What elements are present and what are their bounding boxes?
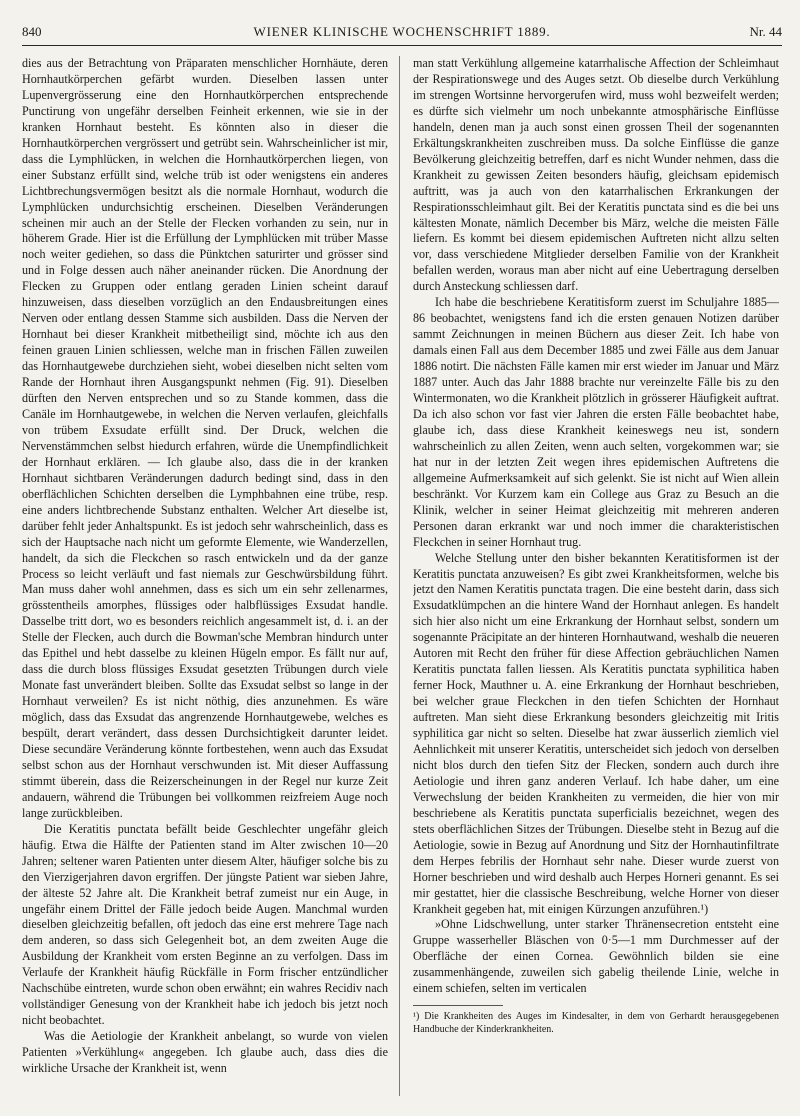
journal-title: WIENER KLINISCHE WOCHENSCHRIFT 1889. <box>253 24 551 39</box>
issue-number: Nr. 44 <box>749 24 782 39</box>
paragraph: Die Keratitis punctata befällt beide Geschlechter ungefähr gleich häufig. Etwa die Hälfte der Patienten stand im Alter zwischen 10—20 Jahren; seltener waren Patienten unter diesem Alter, häufiger solche bis zu den Vierzigerjahren davon ergriffen. Der jüngste Patient war sieben Jahre, der älteste 52 Jahre alt. Die Krankheit betraf zumeist nur ein Auge, in ungefähr einem Drittel der Fälle jedoch beide Augen. Manchmal wurden dieselben gleichzeitig befallen, oft jedoch das eine erst mehrere Tage nach dem anderen, so dass sich Gelegenheit bot, an dem zweiten Auge die Ausbildung der Krankheit vom ersten Beginne an zu verfolgen. Dass im Verlaufe der Krankheit häufig Rückfälle in Form frischer entzündlicher Nachschübe eintreten, wurde schon oben erwähnt; ein wahres Recidiv nach vollständiger Genesung von der Krankheit habe ich jedoch bis jetzt noch nicht beobachtet. <box>22 821 388 1028</box>
footnote-rule <box>413 1005 503 1006</box>
footnote: ¹) Die Krankheiten des Auges im Kindesalter, in dem von Gerhardt herausgegebenen Handbuche der Kinderkrankheiten. <box>413 1011 779 1036</box>
paragraph: »Ohne Lidschwellung, unter starker Thränensecretion entsteht eine Gruppe wasserheller Bläschen von 0·5—1 mm Durchmesser auf der Oberfläche der einen Cornea. Gewöhnlich bilden sie eine zusammenhängende, zuweilen sich gabelig theilende Linie, welche in einem schiefen, selten im verticalen <box>413 917 779 996</box>
paragraph: dies aus der Betrachtung von Präparaten menschlicher Hornhäute, deren Hornhautkörperchen gefärbt wurden. Dieselben lassen unter Lupenvergrösserung eine den Hornhautkörperchen entsprechende Punctirung von ungefähr derselben Feinheit erkennen, wie sie in der kranken Hornhaut besteht. Es könnten also in dieser die Hornhautkörperchen vergrössert und getrübt sein. Wahrscheinlicher ist mir, dass die Lymphlücken, in welchen die Hornhautkörperchen liegen, von einer Substanz erfüllt sind, welche trüb ist oder wenigstens ein anderes Lichtbrechungsvermögen besitzt als die normale Hornhaut, wodurch die Lymphlücken undurchsichtig erscheinen. Dieselben Veränderungen scheinen mir auch an der Stelle der Flecken vorhanden zu sein, nur in höherem Grade. Hier ist die Erfüllung der Lymphlücken mit trüber Masse noch weiter gediehen, so dass die Pünktchen saturirter und grösser sind und in Folge dessen auch näher aneinander rücken. Die Anordnung der Flecken zu Gruppen oder entlang geraden Linien scheint darauf hinzuweisen, dass dieselben vorzüglich an den Endausbreitungen eines Nerven oder entlang dessen Stamme sich ausbilden. Dass die Nerven der Hornhaut bei dieser Krankheit mitbetheiligt sind, möchte ich aus den feinen grauen Linien schliessen, welche man in frischen Fällen zuweilen das Hornhautgewebe durchziehen sieht, wobei dieselben nicht selten vom Rande der Hornhaut ihren Ausgangspunkt nehmen (Fig. 91). Dieselben dürften den Nerven entsprechen und so zu Stande kommen, dass die Canäle im Hornhautgewebe, in welchen die Nerven verlaufen, gleichfalls von trübem Exsudate erfüllt sind. Der Druck, welchen die Nervenstämmchen selbst hiedurch erfahren, würde die Unempfindlichkeit der Hornhaut erklären. — Ich glaube also, dass die in der kranken Hornhaut sichtbaren Veränderungen dadurch bedingt sind, dass in den oberflächlichen Schichten derselben die Lymphbahnen eine trübe, resp. eine anders lichtbrechende Substanz enthalten. Welcher Art dieselbe ist, darüber fehlt jeder Anhaltspunkt. Es ist jedoch sehr wahrscheinlich, dass es sich der Hauptsache nach nicht um geformte Elemente, wie Wanderzellen, handelt, da sich die Fleckchen so rasch entwickeln und da der ganze Process so leicht verläuft und fast niemals zur Geschwürsbildung führt. Man muss daher wohl annehmen, dass es sich um ein sehr zellenarmes, grösstentheils amorphes, flüssiges oder halbflüssiges Exsudat handle. Dasselbe tritt dort, wo es besonders reichlich angesammelt ist, d. i. an der Stelle der Flecken, auch durch die Bowman'sche Membran hindurch unter das Epithel und hebt dasselbe zu kleinen Hügeln empor. Es fällt nur auf, dass die durch bloss flüssiges Exsudat gesetzten Trübungen durch viele Monate fast unverändert bleiben. Sollte das Exsudat selbst so lange in der Hornhaut verweilen? Es ist nicht nöthig, dies anzunehmen. Es wäre möglich, dass das Exsudat das angrenzende Hornhautgewebe, welches es bespült, derart verändert, dass dessen Durchsichtigkeit darunter leidet. Diese secundäre Veränderung könnte fortbestehen, wenn auch das Exsudat selbst schon aus der Hornhaut verschwunden ist. Mit dieser Auffassung stimmt überein, dass die Reizerscheinungen in der Regel nur kurze Zeit andauern, während die Trübungen bei vollkommen reizfreiem Auge noch lange zurückbleiben. <box>22 56 388 820</box>
paragraph: Ich habe die beschriebene Keratitisform zuerst im Schuljahre 1885—86 beobachtet, wenigstens fand ich die ersten genauen Notizen darüber sammt Zeichnungen in meinen Büchern aus dieser Zeit. Ich habe von damals einen Fall aus dem December 1885 und zwei Fälle aus dem Januar 1886 notirt. Die nächsten Fälle kamen mir erst wieder im Januar und März 1887 unter. Auch das Jahr 1888 brachte nur vereinzelte Fälle bis zu den Wintermonaten, wo die Krankheit plötzlich in grösserer Häufigkeit auftrat. Da ich also schon vor fast vier Jahren die ersten Fälle beobachtet habe, glaube ich, dass diese Krankheit keineswegs neu ist, sondern wahrscheinlich zu allen Zeiten, wenn auch selten, vorgekommen war; sie hat nur in der letzten Zeit wegen ihres epidemischen Auftretens die allgemeine Aufmerksamkeit auf sich gelenkt. Sie ist nicht auf Wien allein beschränkt. Vor Kurzem kam ein College aus Graz zu Besuch an die Klinik, welcher in seiner Heimat gleichzeitig mit mehreren anderen Personen daran erkrankt war und noch immer die charakteristischen Fleckchen in seiner Hornhaut trug. <box>413 295 779 549</box>
header-rule <box>22 45 782 46</box>
page-number: 840 <box>22 24 42 39</box>
running-header <box>22 24 782 42</box>
paragraph: Welche Stellung unter den bisher bekannten Keratitisformen ist der Keratitis punctata anzuweisen? Es gibt zwei Krankheitsformen, welche bis jetzt den Namen Keratitis punctata tragen. Die eine besteht darin, dass sich Exsudatklümpchen an die hintere Wand der Hornhaut anlegen. Es handelt sich hier also nicht um eine Erkrankung der Hornhaut selbst, sondern um sogenannte Präcipitate an der hinteren Hornhautwand, weshalb die neueren Autoren mit Recht den früher für diese Affection gebräuchlichen Namen Keratitis punctata fallen liessen. Als Keratitis punctata syphilitica haben ferner Hock, Mauthner u. A. eine Erkrankung der Hornhaut beschrieben, bei welcher graue Fleckchen in den tiefen Schichten der Hornhaut auftreten. Man sieht diese Erkrankung besonders gleichzeitig mit Iritis syphilitica gar nicht so selten. Dieselbe hat zwar äusserlich ziemlich viel Aehnlichkeit mit unserer Keratitis, unterscheidet sich jedoch von derselben nicht blos durch den tiefen Sitz der Flecken, sondern auch durch ihre Aetiologie und ihren ganz anderen Verlauf. Ich habe daher, um eine Verwechslung der beiden Krankheiten zu vermeiden, die hier von mir beschriebene als Keratitis punctata superficialis bezeichnet, wegen des stets oberflächlichen Sitzes der Trübungen. Dieselbe steht in Bezug auf die Aetiologie, sowie in Bezug auf Anordnung und Sitz der Hornhautinfiltrate dem Herpes febrilis der Hornhaut sehr nahe. Dieser wurde zuerst von Horner beschrieben und wird deshalb auch Herpes Horneri genannt. Es sei mir gestattet, hier die classische Beschreibung, welche Horner von dieser Krankheit gegeben hat, mit einigen Kürzungen anzuführen.¹) <box>413 550 779 916</box>
left-column <box>22 56 388 1096</box>
paragraph: man statt Verkühlung allgemeine katarrhalische Affection der Schleimhaut der Respirationswege und des Auges setzt. Ob dieselbe durch Verkühlung im strengen Wortsinne hervorgerufen wird, muss wohl bezweifelt werden; es dürfte sich vielmehr um noch unbekannte atmosphärische Einflüsse handeln, denen man ja auch sonst einen grossen Theil der sogenannten Erkältungskrankheiten zuschreiben muss. Da solche Einflüsse die ganze Bevölkerung gleichzeitig betreffen, darf es nicht Wunder nehmen, dass die Krankheit zu gewissen Zeiten besonders häufig, gleichsam epidemisch auftritt, was ja auch von den katarrhalischen Erkrankungen der Respirationsschleimhaut gilt. Bei der Keratitis punctata sind es die bei uns kältesten Monate, nämlich December bis März, welche die meisten Fälle liefern. Es kommt bei diesem epidemischen Auftreten nicht allzu selten vor, dass verschiedene Mitglieder derselben Familie von der Krankheit befallen werden, woraus man aber nicht auf eine Uebertragung derselben durch Ansteckung schliessen darf. <box>413 56 779 294</box>
column-divider <box>399 56 400 1096</box>
paragraph: Was die Aetiologie der Krankheit anbelangt, so wurde von vielen Patienten »Verkühlung« angegeben. Ich glaube auch, dass dies die wirkliche Ursache der Krankheit ist, wenn <box>22 1029 388 1076</box>
right-column <box>413 56 779 1096</box>
